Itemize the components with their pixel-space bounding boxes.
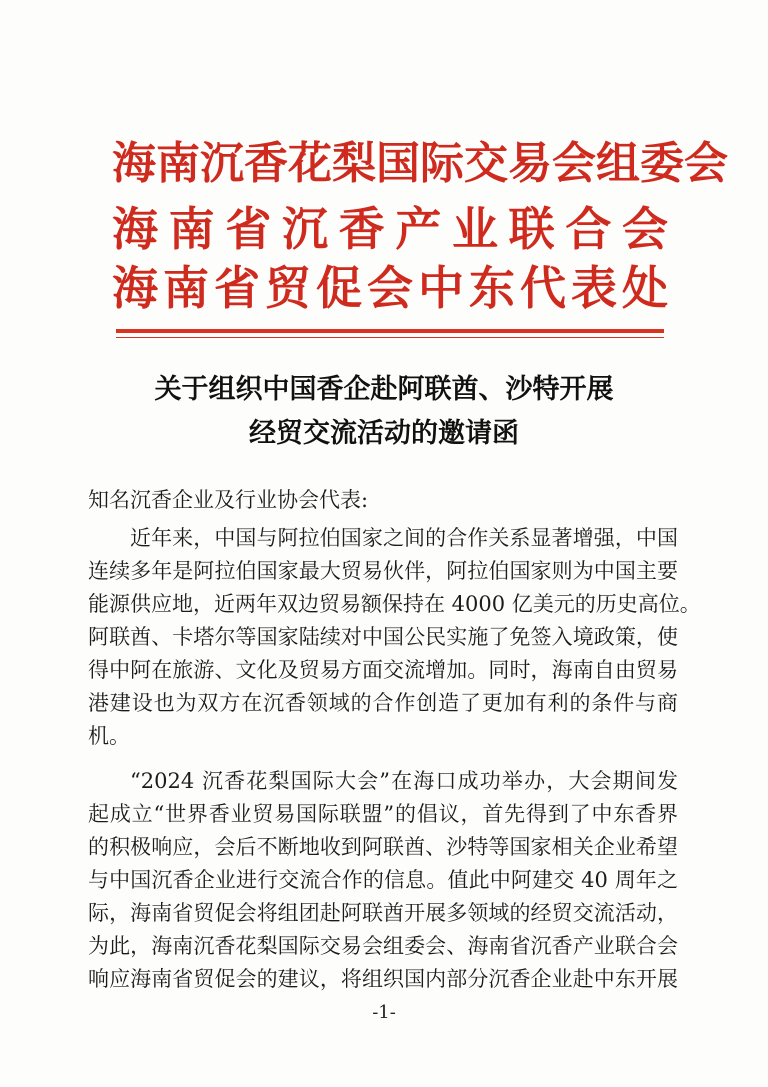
- paragraph-2-line: 际，海南省贸促会将组团赴阿联酋开展多领域的经贸交流活动，: [88, 901, 678, 925]
- paragraph-1-line: 近年来，中国与阿拉伯国家之间的合作关系显著增强，中国: [130, 526, 678, 550]
- paragraph-1-line: 连续多年是阿拉伯国家最大贸易伙伴，阿拉伯国家则为中国主要: [88, 559, 678, 583]
- paragraph-2-line: 起成立“世界香业贸易国际联盟”的倡议，首先得到了中东香界: [88, 802, 678, 826]
- header-org-3: 海南省贸促会中东代表处: [112, 261, 668, 315]
- page-number: -1-: [372, 1002, 396, 1023]
- paragraph-2-line: 为此，海南沉香花梨国际交易会组委会、海南省沉香产业联合会: [88, 934, 678, 958]
- paragraph-1-line: 阿联酋、卡塔尔等国家陆续对中国公民实施了免签入境政策，使: [88, 625, 678, 649]
- header-org-1: 海南沉香花梨国际交易会组委会: [112, 138, 728, 189]
- document-title-line-2: 经贸交流活动的邀请函: [249, 418, 519, 449]
- paragraph-1-line: 能源供应地，近两年双边贸易额保持在 4000 亿美元的历史高位。: [88, 592, 701, 616]
- paragraph-1-line: 港建设也为双方在沉香领域的合作创造了更加有利的条件与商: [88, 691, 678, 715]
- paragraph-2-line: 与中国沉香企业进行交流合作的信息。值此中阿建交 40 周年之: [88, 868, 678, 892]
- document-title-line-1: 关于组织中国香企赴阿联酋、沙特开展: [154, 374, 614, 405]
- paragraph-1-line: 机。: [88, 724, 130, 748]
- header-divider-thick: [116, 329, 664, 333]
- paragraph-2-line: 的积极响应，会后不断地收到阿联酋、沙特等国家相关企业希望: [88, 835, 678, 859]
- paragraph-2-line: 响应海南省贸促会的建议，将组织国内部分沉香企业赴中东开展: [88, 967, 678, 991]
- header-divider-thin: [116, 337, 664, 338]
- salutation: 知名沉香企业及行业协会代表:: [88, 488, 369, 512]
- paragraph-2-line: “2024 沉香花梨国际大会”在海口成功举办，大会期间发: [130, 769, 678, 793]
- header-org-2: 海南省沉香产业联合会: [112, 202, 668, 256]
- paragraph-1-line: 得中阿在旅游、文化及贸易方面交流增加。同时，海南自由贸易: [88, 658, 678, 682]
